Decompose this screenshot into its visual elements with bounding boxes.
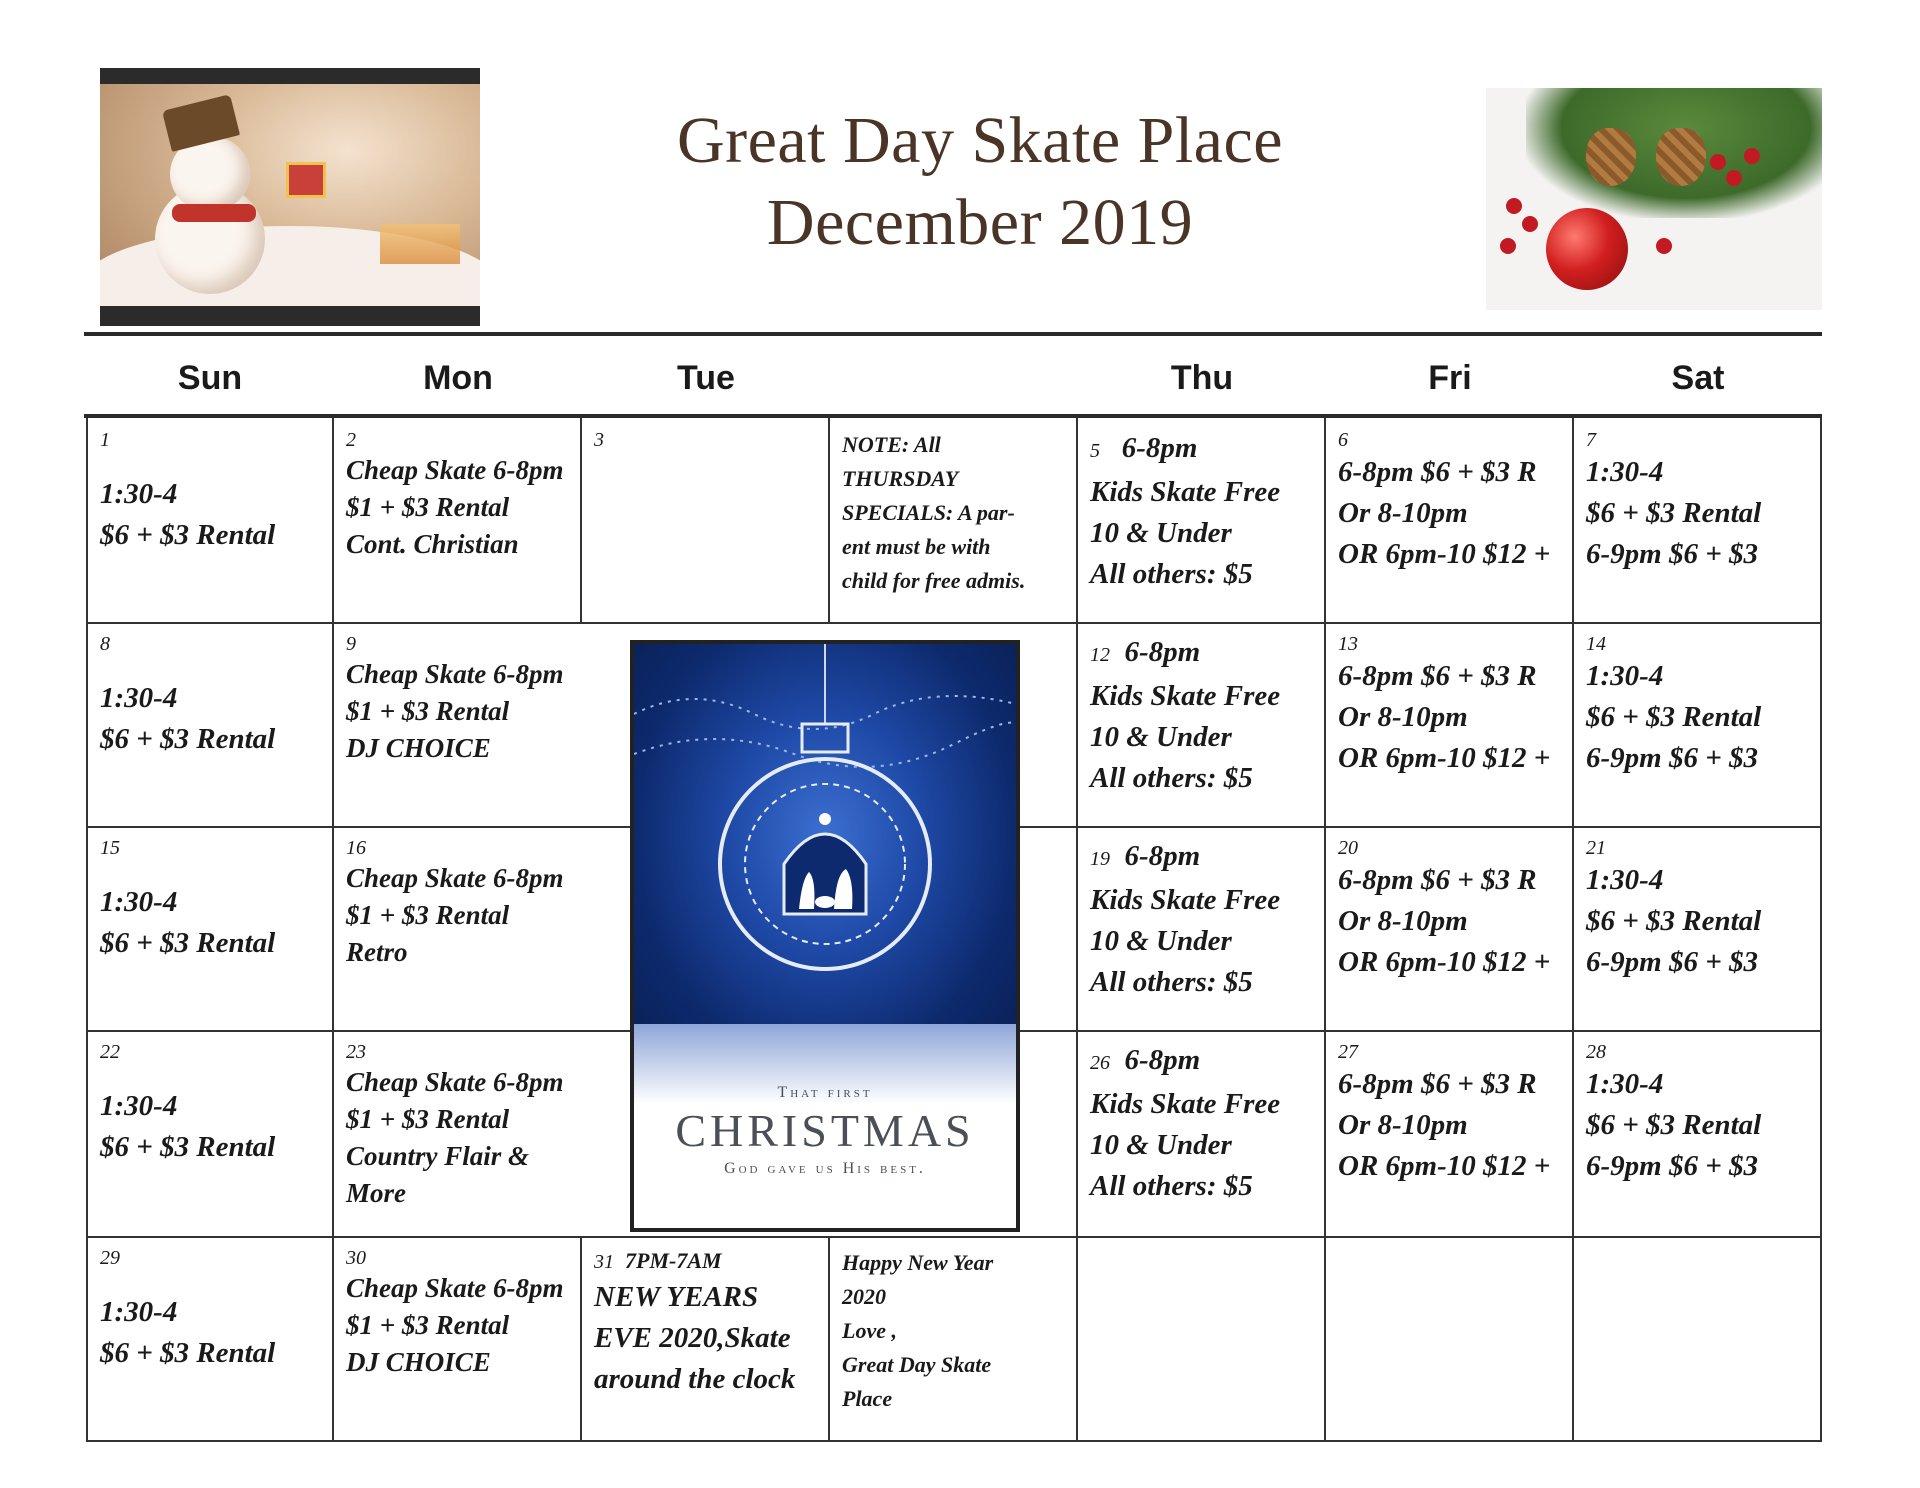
cell-line: All others: $5: [1090, 1170, 1253, 1202]
cell-line: 1:30-4: [100, 886, 178, 918]
cell-line: 6-8pm $6 + $3 R: [1338, 1068, 1537, 1100]
day-number: 22: [100, 1041, 120, 1063]
berry-icon: [1710, 154, 1726, 170]
grid-line: [86, 1440, 1822, 1442]
cell-line: $1 + $3 Rental: [346, 492, 510, 522]
day-number: 30: [346, 1247, 366, 1269]
message-line: Happy New Year: [842, 1250, 994, 1275]
cell-line: Kids Skate Free: [1090, 1088, 1281, 1120]
cell-line: $6 + $3 Rental: [1586, 497, 1762, 529]
weekday-sun: Sun: [177, 359, 243, 397]
day-cell: [1324, 826, 1572, 1030]
note-line: SPECIALS: A par-: [842, 500, 1015, 525]
cell-line: 6-9pm $6 + $3: [1586, 1150, 1758, 1182]
cell-line: All others: $5: [1090, 966, 1253, 998]
card-line-1: That first: [777, 1084, 873, 1101]
cell-line: 10 & Under: [1090, 517, 1232, 549]
message-line: 2020: [842, 1284, 886, 1309]
berry-icon: [1500, 238, 1516, 254]
card-line-3: God gave us His best.: [724, 1160, 926, 1177]
day-cell: [1324, 622, 1572, 826]
cell-line: $1 + $3 Rental: [346, 696, 510, 726]
snowman-scene: [100, 84, 480, 306]
cell-line: Cheap Skate 6-8pm: [346, 659, 564, 689]
day-cell: [86, 418, 332, 622]
cell-line: 1:30-4: [100, 1296, 178, 1328]
title-line-2: December 2019: [766, 186, 1194, 259]
cell-line: Kids Skate Free: [1090, 476, 1281, 508]
day-number: 12: [1090, 644, 1110, 666]
cell-line: $1 + $3 Rental: [346, 1310, 510, 1340]
day-number: 29: [100, 1247, 120, 1269]
cell-line: Or 8-10pm: [1338, 701, 1468, 733]
cell-line: All others: $5: [1090, 558, 1253, 590]
note-cell: [828, 418, 1076, 622]
card-caption: [634, 1084, 1016, 1178]
cell-line: NEW YEARS: [594, 1281, 759, 1313]
cell-line: [1090, 632, 1324, 676]
ornament-icon: [634, 644, 1016, 1064]
cell-line: $6 + $3 Rental: [100, 1131, 276, 1163]
cell-line: $6 + $3 Rental: [1586, 1109, 1762, 1141]
cell-line: OR 6pm-10 $12 +: [1338, 742, 1551, 774]
day-cell: [332, 1030, 580, 1236]
time-label: 6-8pm: [1124, 840, 1201, 872]
cell-line: DJ CHOICE: [346, 733, 491, 763]
day-number: 20: [1338, 837, 1358, 859]
village-lights: [380, 224, 460, 264]
cell-line: DJ CHOICE: [346, 1347, 491, 1377]
red-ornament-icon: [1546, 208, 1628, 290]
day-cell: [1324, 418, 1572, 622]
header-divider: [84, 332, 1822, 336]
cell-line: $6 + $3 Rental: [100, 1337, 276, 1369]
cell-line: 1:30-4: [1586, 660, 1664, 692]
day-number: 28: [1586, 1041, 1606, 1063]
weekday-mon: Mon: [423, 359, 493, 397]
cell-line: 1:30-4: [100, 682, 178, 714]
cell-line: Retro: [346, 937, 408, 967]
cell-line: 6-9pm $6 + $3: [1586, 742, 1758, 774]
star-icon: [1656, 238, 1672, 254]
cell-line: 6-8pm $6 + $3 R: [1338, 864, 1537, 896]
day-cell: [1572, 1030, 1820, 1236]
cell-line: $6 + $3 Rental: [100, 723, 276, 755]
grid-line: [1820, 418, 1822, 1442]
cell-line: Cheap Skate 6-8pm: [346, 863, 564, 893]
page-title: [640, 100, 1320, 264]
message-line: Place: [842, 1386, 893, 1411]
day-cell: [86, 1236, 332, 1440]
cell-line: OR 6pm-10 $12 +: [1338, 946, 1551, 978]
cell-line: $1 + $3 Rental: [346, 900, 510, 930]
note-line: ent must be with: [842, 534, 991, 559]
cell-line: 10 & Under: [1090, 721, 1232, 753]
day-cell: [580, 418, 828, 622]
cell-line: $1 + $3 Rental: [346, 1104, 510, 1134]
gift-icon: [286, 162, 326, 198]
cell-line: OR 6pm-10 $12 +: [1338, 538, 1551, 570]
christmas-card-image: [630, 640, 1020, 1232]
weekday-tue: Tue: [677, 359, 735, 397]
message-line: Love ,: [842, 1318, 897, 1343]
day-number: 8: [100, 633, 110, 655]
cell-line: Or 8-10pm: [1338, 497, 1468, 529]
day-cell: [1572, 826, 1820, 1030]
berry-icon: [1506, 198, 1522, 214]
cell-line: Or 8-10pm: [1338, 905, 1468, 937]
cell-line: Kids Skate Free: [1090, 884, 1281, 916]
day-cell: [332, 1236, 580, 1440]
day-cell: [1076, 826, 1324, 1030]
pinecone-icon: [1586, 128, 1636, 186]
day-cell: [332, 826, 580, 1030]
day-cell: [1572, 418, 1820, 622]
cell-line: 6-8pm $6 + $3 R: [1338, 660, 1537, 692]
note-line: NOTE: All: [842, 432, 941, 457]
cell-line: Or 8-10pm: [1338, 1109, 1468, 1141]
day-cell: [332, 418, 580, 622]
day-cell: [1076, 418, 1324, 622]
berry-icon: [1522, 216, 1538, 232]
cell-line: 6-8pm $6 + $3 R: [1338, 456, 1537, 488]
berry-icon: [1744, 148, 1760, 164]
day-cell: [332, 622, 580, 826]
new-year-message: [828, 1236, 1076, 1440]
cell-line: $6 + $3 Rental: [1586, 701, 1762, 733]
day-number: 15: [100, 837, 120, 859]
day-number: 5: [1090, 440, 1100, 462]
cell-line: OR 6pm-10 $12 +: [1338, 1150, 1551, 1182]
cell-line: [1090, 836, 1324, 880]
berry-icon: [1726, 170, 1742, 186]
day-number: 16: [346, 837, 366, 859]
day-cell: [1076, 1030, 1324, 1236]
day-number: 19: [1090, 848, 1110, 870]
snowman-scarf: [172, 204, 256, 222]
weekday-fri: Fri: [1428, 359, 1472, 397]
day-number: 14: [1586, 633, 1606, 655]
day-cell: [86, 1030, 332, 1236]
cell-line: $6 + $3 Rental: [100, 927, 276, 959]
cell-line: 1:30-4: [100, 1090, 178, 1122]
day-number: 31: [594, 1251, 614, 1273]
pinecone-icon: [1656, 128, 1706, 186]
weekday-sat: Sat: [1671, 359, 1725, 397]
cell-line: 1:30-4: [1586, 1068, 1664, 1100]
cell-line: Cheap Skate 6-8pm: [346, 455, 564, 485]
day-number: 1: [100, 429, 110, 451]
day-number: 6: [1338, 429, 1348, 451]
day-number: 13: [1338, 633, 1358, 655]
cell-line: $6 + $3 Rental: [100, 519, 276, 551]
ornament-nativity-art: [634, 644, 1016, 1064]
note-line: child for free admis.: [842, 568, 1026, 593]
time-label: 7PM-7AM: [625, 1248, 722, 1273]
day-number: 23: [346, 1041, 366, 1063]
cell-line: 1:30-4: [1586, 456, 1664, 488]
cell-line: Kids Skate Free: [1090, 680, 1281, 712]
time-label: 6-8pm: [1124, 636, 1201, 668]
day-number: 3: [594, 429, 604, 451]
cell-line: [1090, 428, 1324, 472]
day-number: 7: [1586, 429, 1596, 451]
day-number: 2: [346, 429, 356, 451]
weekday-thu: Thu: [1170, 359, 1234, 397]
cell-line: More: [346, 1178, 406, 1208]
day-cell: [86, 826, 332, 1030]
cell-line: 1:30-4: [1586, 864, 1664, 896]
day-number: 21: [1586, 837, 1606, 859]
cell-line: around the clock: [594, 1363, 796, 1395]
title-line-1: Great Day Skate Place: [676, 104, 1284, 177]
time-label: 6-8pm: [1124, 1044, 1201, 1076]
day-number: 27: [1338, 1041, 1358, 1063]
day-number: 26: [1090, 1052, 1110, 1074]
day-cell: [580, 1236, 828, 1440]
day-number: 9: [346, 633, 356, 655]
cell-line: 1:30-4: [100, 478, 178, 510]
weekday-header-row: [86, 352, 1822, 404]
cell-line: Cont. Christian: [346, 529, 519, 559]
day-cell: [86, 622, 332, 826]
cell-line: 10 & Under: [1090, 925, 1232, 957]
cell-line: 10 & Under: [1090, 1129, 1232, 1161]
cell-line: Cheap Skate 6-8pm: [346, 1067, 564, 1097]
snowman-image: [100, 68, 480, 326]
message-line: Great Day Skate: [842, 1352, 992, 1377]
cell-line: Cheap Skate 6-8pm: [346, 1273, 564, 1303]
card-line-2: CHRISTMAS: [675, 1105, 975, 1156]
cell-line: 6-9pm $6 + $3: [1586, 538, 1758, 570]
cell-line: $6 + $3 Rental: [1586, 905, 1762, 937]
pine-ornament-image: [1486, 88, 1822, 310]
day-cell: [1324, 1030, 1572, 1236]
cell-line: [594, 1246, 828, 1277]
cell-line: [1090, 1040, 1324, 1084]
cell-line: Country Flair &: [346, 1141, 530, 1171]
cell-line: EVE 2020,Skate: [594, 1322, 791, 1354]
cell-line: 6-9pm $6 + $3: [1586, 946, 1758, 978]
time-label: 6-8pm: [1121, 432, 1198, 464]
note-line: THURSDAY: [842, 466, 959, 491]
cell-line: All others: $5: [1090, 762, 1253, 794]
day-cell: [1572, 622, 1820, 826]
day-cell: [1076, 622, 1324, 826]
